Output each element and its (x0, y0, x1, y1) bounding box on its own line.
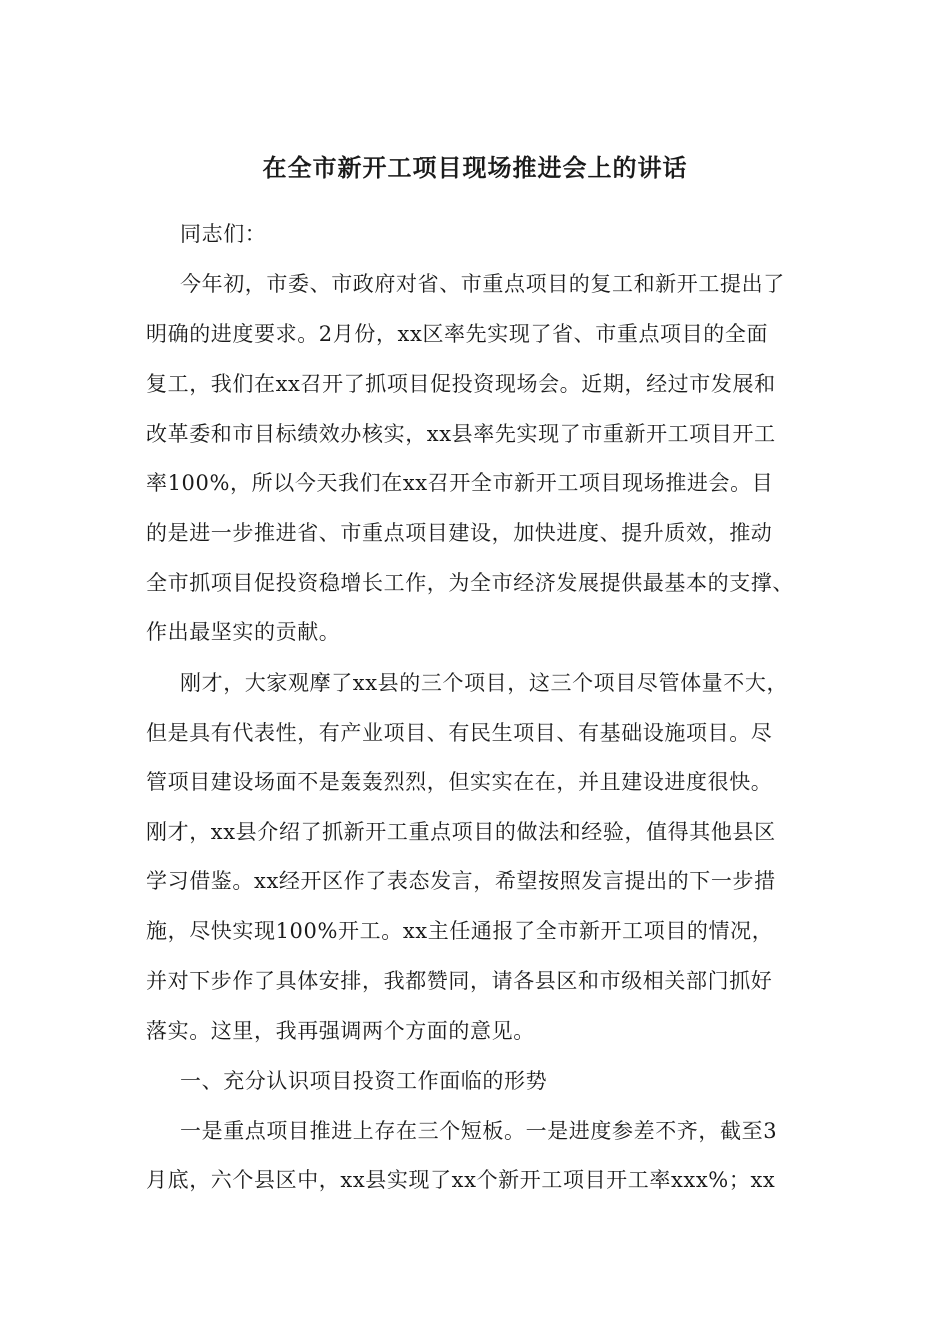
paragraph-line: 月底，六个县区中，xx县实现了xx个新开工项目开工率xxx%；xx (146, 1168, 776, 1192)
paragraph-line: 落实。这里，我再强调两个方面的意见。 (146, 1019, 535, 1043)
salutation: 同志们： (180, 222, 267, 246)
paragraph-line: 一是重点项目推进上存在三个短板。一是进度参差不齐，截至3 (180, 1119, 778, 1143)
paragraph-line: 刚才，大家观摩了xx县的三个项目，这三个项目尽管体量不大， (180, 671, 789, 695)
paragraph-line: 全市抓项目促投资稳增长工作，为全市经济发展提供最基本的支撑、 (146, 571, 794, 595)
paragraph-line: 学习借鉴。xx经开区作了表态发言，希望按照发言提出的下一步措 (146, 869, 776, 893)
paragraph-line: 作出最坚实的贡献。 (146, 620, 341, 644)
paragraph-line: 施，尽快实现100%开工。xx主任通报了全市新开工项目的情况， (146, 919, 774, 943)
paragraph-line: 刚才，xx县介绍了抓新开工重点项目的做法和经验，值得其他县区 (146, 820, 776, 844)
document-title: 在全市新开工项目现场推进会上的讲话 (262, 153, 688, 182)
paragraph-line: 复工，我们在xx召开了抓项目促投资现场会。近期，经过市发展和 (146, 372, 776, 396)
paragraph-line: 但是具有代表性，有产业项目、有民生项目、有基础设施项目。尽 (146, 721, 773, 745)
paragraph-line: 今年初，市委、市政府对省、市重点项目的复工和新开工提出了 (180, 272, 785, 296)
paragraph-line: 改革委和市目标绩效办核实，xx县率先实现了市重新开工项目开工 (146, 422, 776, 446)
section-heading: 一、充分认识项目投资工作面临的形势 (180, 1069, 548, 1093)
paragraph-line: 并对下步作了具体安排，我都赞同，请各县区和市级相关部门抓好 (146, 969, 773, 993)
paragraph-line: 率100%，所以今天我们在xx召开全市新开工项目现场推进会。目 (146, 471, 774, 495)
paragraph-line: 明确的进度要求。2月份，xx区率先实现了省、市重点项目的全面 (146, 322, 769, 346)
paragraph-line: 的是进一步推进省、市重点项目建设，加快进度、提升质效，推动 (146, 521, 773, 545)
paragraph-line: 管项目建设场面不是轰轰烈烈，但实实在在，并且建设进度很快。 (146, 770, 773, 794)
